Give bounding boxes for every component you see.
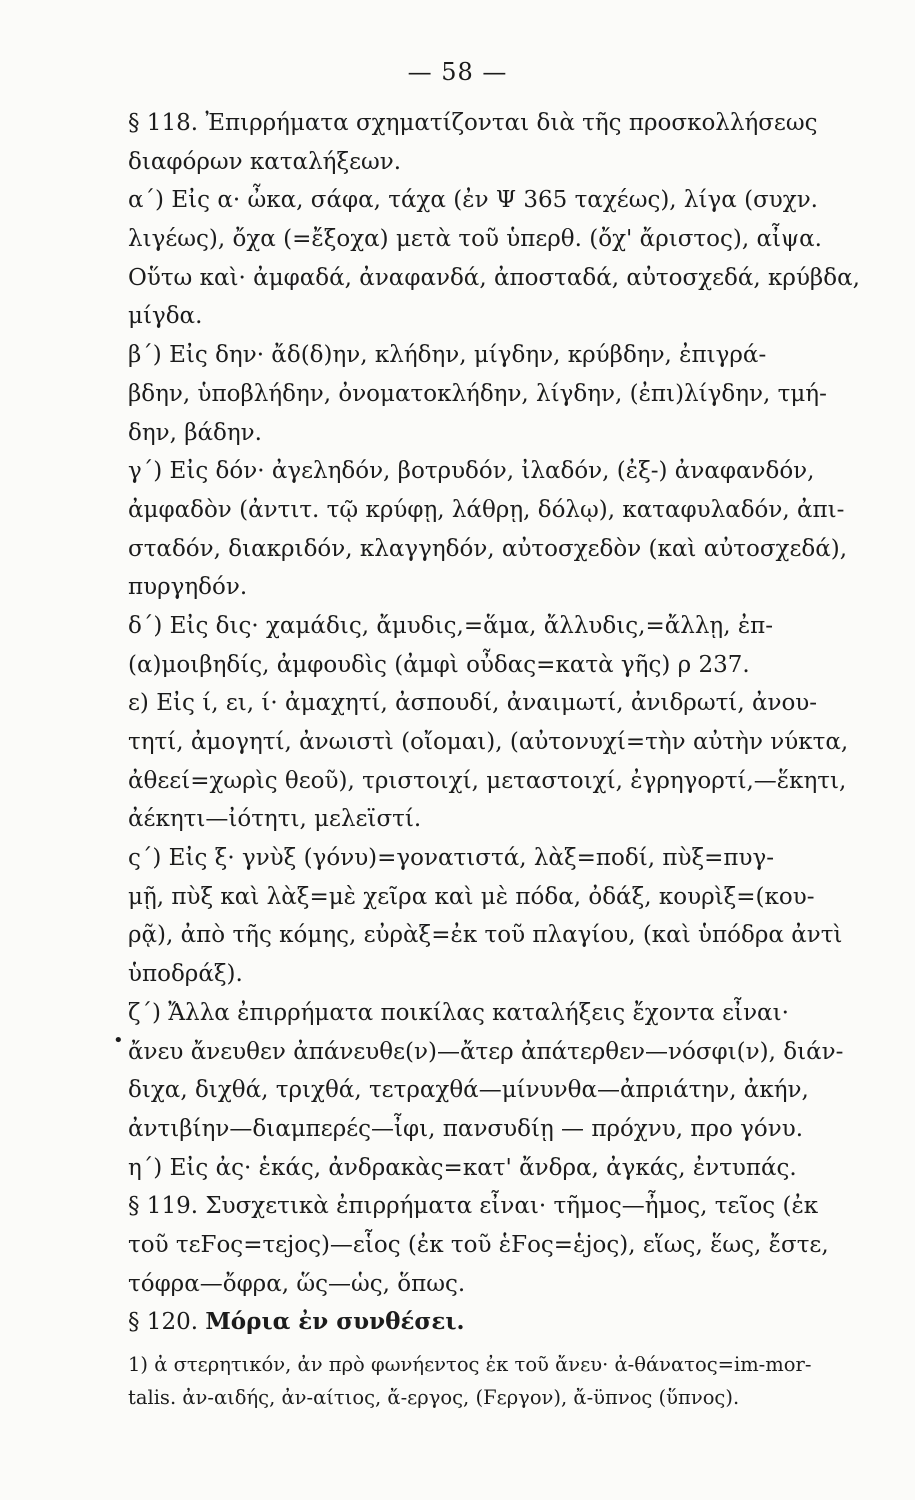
text-line: η´) Εἰς ἀς· ἑκάς, ἀνδρακὰς=κατ' ἄνδρα, ἀγκάς, ἐντυπάς. — [128, 1154, 797, 1181]
section-title: Μόρια ἐν συνθέσει. — [205, 1308, 465, 1336]
section-number: § 120. — [128, 1309, 199, 1336]
text-line: μίγδα. — [128, 303, 203, 330]
text-line: Οὕτω καὶ· ἀμφαδά, ἀναφανδά, ἀποσταδά, αὐτοσχεδά, κρύβδα, — [128, 264, 860, 291]
margin-mark: • — [113, 1030, 124, 1051]
text-line: γ´) Εἰς δόν· ἀγεληδόν, βοτρυδόν, ἰλαδόν, (ἐξ-) ἀναφανδόν, — [128, 458, 815, 485]
text-line: βδην, ὑποβλήδην, ὀνοματοκλήδην, λίγδην, (ἐπι)λίγδην, τμή- — [128, 380, 827, 407]
page-body — [128, 104, 893, 1414]
text-line: ἀθεεί=χωρὶς θεοῦ), τριστοιχί, μεταστοιχί, ἐγρηγορτί,—ἕκητι, — [128, 767, 847, 794]
text-line: § 119. Συσχετικὰ ἐπιρρήματα εἶναι· τῆμος—ἦμος, τεῖος (ἐκ — [128, 1193, 819, 1220]
text-line: ζ´) Ἄλλα ἐπιρρήματα ποικίλας καταλήξεις ἔχοντα εἶναι· — [128, 999, 789, 1026]
text-line: λιγέως), ὄχα (=ἔξοχα) μετὰ τοῦ ὑπερθ. (ὄχ' ἄριστος), αἶψα. — [128, 226, 822, 253]
text-line: διχα, διχθά, τριχθά, τετραχθά—μίνυνθα—ἀπριάτην, ἀκήν, — [128, 1077, 809, 1104]
text-line: § 118. Ἐπιρρήματα σχηματίζονται διὰ τῆς προσκολλήσεως — [128, 110, 818, 136]
text-line: (α)μοιβηδίς, ἀμφουδὶς (ἀμφὶ οὖδας=κατὰ γῆς) ρ 237. — [128, 651, 750, 678]
text-line: τητί, ἀμογητί, ἀνωιστὶ (οἴομαι), (αὐτονυχί=τὴν αὐτὴν νύκτα, — [128, 729, 849, 755]
text-line: ἀμφαδὸν (ἀντιτ. τῷ κρύφῃ, λάθρῃ, δόλῳ), καταφυλαδόν, ἀπι- — [128, 496, 845, 523]
text-line: δ´) Εἰς δις· χαμάδις, ἄμυδις,=ἅμα, ἄλλυδις,=ἄλλῃ, ἐπ- — [128, 612, 774, 639]
text-line: ρᾷ), ἀπὸ τῆς κόμης, εὐρὰξ=ἐκ τοῦ πλαγίου, (καὶ ὑπόδρα ἀντὶ — [128, 922, 843, 949]
text-line: ἄνευ ἄνευθεν ἀπάνευθε(ν)—ἄτερ ἀπάτερθεν—νόσφι(ν), διάν- — [128, 1038, 844, 1065]
text-line: ε) Εἰς ί, ει, ί· ἀμαχητί, ἀσπουδί, ἀναιμωτί, ἀνιδρωτί, ἀνου- — [128, 690, 818, 717]
section-120-heading — [128, 1303, 893, 1342]
text-line: β´) Εἰς δην· ἄδ(δ)ην, κλήδην, μίγδην, κρύβδην, ἐπιγρά- — [128, 342, 767, 369]
text-line: σταδόν, διακριδόν, κλαγγηδόν, αὐτοσχεδὸν (καὶ αὐτοσχεδά), — [128, 535, 848, 562]
text-line: δην, βάδην. — [128, 419, 262, 446]
text-line: τοῦ τεϜος=τεjος)—εἷος (ἐκ τοῦ ἑϜος=ἑjος), εἵως, ἕως, ἔστε, — [128, 1231, 829, 1258]
text-line: ἀντιβίην—διαμπερές—ἶφι, πανσυδίῃ — πρόχνυ, προ γόνυ. — [128, 1115, 804, 1142]
text-line: α´) Εἰς α· ὦκα, σάφα, τάχα (ἐν Ψ 365 ταχέως), λίγα (συχν. — [128, 187, 818, 214]
text-line-small: 1) ἀ στερητικόν, ἀν πρὸ φωνήεντος ἐκ τοῦ ἄνευ· ἀ-θάνατος=im-mor- — [128, 1353, 812, 1376]
text-line: τόφρα—ὄφρα, ὥς—ὡς, ὅπως. — [128, 1270, 466, 1297]
text-line-small: talis. ἀν-αιδής, ἀν-αίτιος, ἄ-εργος, (Ϝεργον), ἄ-ϋπνος (ὕπνος). — [128, 1386, 740, 1409]
text-line: διαφόρων καταλήξεων. — [128, 148, 402, 175]
text-line: ἀέκητι—ἰότητι, μελεϊστί. — [128, 806, 422, 833]
text-line: μῇ, πὺξ καὶ λὰξ=μὲ χεῖρα καὶ μὲ πόδα, ὀδάξ, κουρὶξ=(κου- — [128, 883, 815, 910]
text-line: πυργηδόν. — [128, 574, 248, 601]
page-number: — 58 — — [407, 58, 508, 86]
text-line: ὑποδράξ). — [128, 961, 243, 988]
text-line: ς´) Εἰς ξ· γνὺξ (γόνυ)=γονατιστά, λὰξ=ποδί, πὺξ=πυγ- — [128, 845, 774, 872]
